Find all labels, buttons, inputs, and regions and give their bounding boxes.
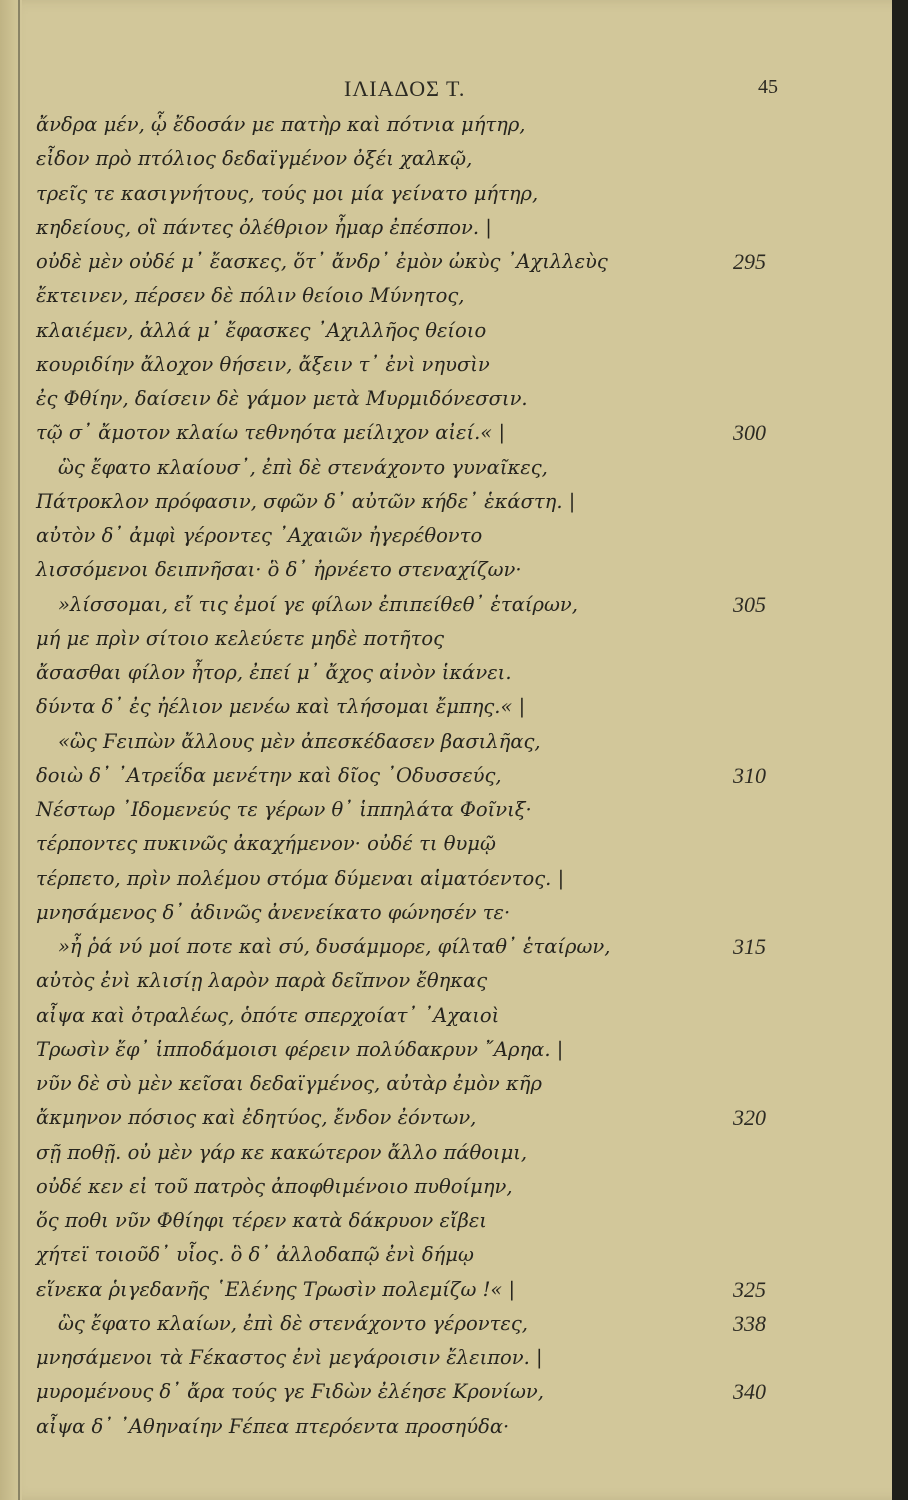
verse-line (36, 999, 866, 1033)
line-number: 338 (733, 1310, 766, 1336)
verse-text: «ὣς Ϝειπὼν ἄλλους μὲν ἀπεσκέδασεν βασιλῆας, (58, 729, 541, 753)
verse-line (36, 827, 866, 861)
verse-line (36, 382, 866, 416)
line-number: 325 (733, 1276, 766, 1302)
verse-text: εἶδον πρὸ πτόλιος δεδαϊγμένον ὀξέι χαλκῷ, (36, 147, 473, 171)
verse-text: σῇ ποθῇ. οὐ μὲν γάρ κε κακώτερον ἄλλο πάθοιμι, (36, 1140, 528, 1164)
line-number: 305 (733, 591, 766, 617)
running-title: ΙΛΙΑΔΟΣ Τ. (344, 76, 466, 101)
verse-text: λισσόμενοι δειπνῆσαι· ὃ δ᾽ ἠρνέετο στεναχίζων· (36, 558, 522, 582)
verse-line (36, 485, 866, 519)
verse-text: τρεῖς τε κασιγνήτους, τούς μοι μία γείνατο μήτηρ, (36, 181, 539, 205)
verse-text: ἄκμηνον πόσιος καὶ ἐδητύος, ἔνδον ἐόντων, (36, 1106, 477, 1130)
verse-text: κουριδίην ἄλοχον θήσειν, ἄξειν τ᾽ ἐνὶ νηυσὶν (36, 352, 490, 376)
verse-line (36, 1273, 866, 1307)
verse-text: Πάτροκλον πρόφασιν, σφῶν δ᾽ αὐτῶν κήδε᾽ ἑκάστη. | (36, 489, 576, 513)
verse-line (36, 553, 866, 587)
line-number: 315 (733, 934, 766, 959)
verse-text: »ἦ ῥά νύ μοί ποτε καὶ σύ, δυσάμμορε, φίλταθ᾽ ἑταίρων, (58, 935, 611, 958)
verse-text: αἶψα δ᾽ ᾽Αθηναίην Ϝέπεα πτερόεντα προσηύδα· (36, 1414, 510, 1438)
verse-text: ἄσασθαι φίλον ἦτορ, ἐπεί μ᾽ ἄχος αἰνὸν ἱκάνει. (36, 661, 512, 684)
verse-text: μνησάμενοι τὰ Ϝέκαστος ἐνὶ μεγάροισιν ἔλειπον. | (36, 1346, 543, 1369)
verse-line (36, 588, 866, 622)
verse-line (36, 1170, 866, 1204)
verse-text: τέρπετο, πρὶν πολέμου στόμα δύμεναι αἱματόεντος. | (36, 866, 565, 890)
verse-line (36, 451, 866, 485)
verse-line (36, 348, 866, 382)
verse-text: δύντα δ᾽ ἐς ἠέλιον μενέω καὶ τλήσομαι ἔμπης.« | (36, 695, 526, 719)
verse-text: τῷ σ᾽ ἄμοτον κλαίω τεθνηότα μείλιχον αἰεί.« | (36, 421, 506, 445)
verse-line (36, 656, 866, 690)
verse-line (36, 279, 866, 313)
verse-line (36, 930, 866, 964)
verse-text: ὅς ποθι νῦν Φθίηφι τέρεν κατὰ δάκρυον εἴβει (36, 1209, 487, 1232)
verse-line (36, 1101, 866, 1135)
verse-text: ὣς ἔφατο κλαίων, ἐπὶ δὲ στενάχοντο γέροντες, (58, 1311, 528, 1335)
line-number: 295 (733, 249, 766, 274)
page-number: 45 (758, 76, 778, 98)
verse-line (36, 1238, 866, 1272)
verse-line (36, 177, 866, 211)
verse-line (36, 519, 866, 553)
verse-text: τέρποντες πυκινῶς ἀκαχήμενον· οὐδέ τι θυμῷ (36, 832, 496, 856)
verse-text: Νέστωρ ᾽Ιδομενεύς τε γέρων θ᾽ ἱππηλάτα Φοῖνιξ· (36, 798, 532, 821)
verse-line (36, 1033, 866, 1067)
verse-line (36, 211, 866, 245)
verse-text: οὐδὲ μὲν οὐδέ μ᾽ ἔασκες, ὅτ᾽ ἄνδρ᾽ ἐμὸν ὠκὺς ᾽Αχιλλεὺς (36, 250, 608, 273)
verse-text: ὣς ἔφατο κλαίουσ᾽, ἐπὶ δὲ στενάχοντο γυναῖκες, (58, 455, 548, 479)
verse-line (36, 1136, 866, 1170)
verse-line (36, 245, 866, 279)
verse-text: αὐτὸς ἐνὶ κλισίῃ λαρὸν παρὰ δεῖπνον ἔθηκας (36, 969, 488, 993)
verse-line (36, 1307, 866, 1341)
verse-text: ἔκτεινεν, πέρσεν δὲ πόλιν θείοιο Μύνητος, (36, 284, 465, 308)
verse-text: μνησάμενος δ᾽ ἀδινῶς ἀνενείκατο φώνησέν τε· (36, 900, 511, 924)
verse-text: δοιὼ δ᾽ ᾽Ατρεΐδα μενέτην καὶ δῖος ᾽Οδυσσεύς, (36, 763, 502, 787)
verse-line (36, 108, 866, 142)
verse-text: ἄνδρα μέν, ᾧ ἔδοσάν με πατὴρ καὶ πότνια μήτηρ, (36, 113, 526, 136)
verse-text: οὐδέ κεν εἰ τοῦ πατρὸς ἀποφθιμένοιο πυθοίμην, (36, 1174, 513, 1198)
verse-line (36, 964, 866, 998)
verse-text: ἐς Φθίην, δαίσειν δὲ γάμον μετὰ Μυρμιδόνεσσιν. (36, 387, 528, 410)
line-number: 320 (733, 1105, 766, 1131)
verse-text: χήτεϊ τοιοῦδ᾽ υἷος. ὃ δ᾽ ἀλλοδαπῷ ἐνὶ δήμῳ (36, 1243, 474, 1267)
verse-text: αὐτὸν δ᾽ ἀμφὶ γέροντες ᾽Αχαιῶν ἠγερέθοντο (36, 524, 483, 547)
verse-line (36, 314, 866, 348)
verse-text: νῦν δὲ σὺ μὲν κεῖσαι δεδαϊγμένος, αὐτὰρ ἐμὸν κῆρ (36, 1072, 542, 1095)
verse-line (36, 690, 866, 724)
binding-line (18, 0, 20, 1500)
page-edge-background (892, 0, 908, 1500)
verse-text-block (36, 108, 866, 1444)
verse-line (36, 1204, 866, 1238)
verse-line (36, 142, 866, 176)
verse-line (36, 725, 866, 759)
verse-text: κηδείους, οἳ πάντες ὀλέθριον ἦμαρ ἐπέσπον. | (36, 215, 492, 239)
line-number: 310 (733, 762, 766, 788)
page-header (0, 76, 892, 106)
verse-line (36, 1375, 866, 1409)
verse-text: Τρωσὶν ἔφ᾽ ἱπποδάμοισι φέρειν πολύδακρυν ῎Αρηα. | (36, 1037, 564, 1061)
line-number: 340 (733, 1379, 766, 1405)
verse-line (36, 896, 866, 930)
verse-line (36, 416, 866, 450)
verse-line (36, 622, 866, 656)
verse-text: »λίσσομαι, εἴ τις ἐμοί γε φίλων ἐπιπείθεθ᾽ ἑταίρων, (58, 592, 578, 616)
verse-text: αἶψα καὶ ὀτραλέως, ὁπότε σπερχοίατ᾽ ᾽Αχαιοὶ (36, 1003, 500, 1027)
verse-text: μή με πρὶν σίτοιο κελεύετε μηδὲ ποτῆτος (36, 626, 445, 650)
verse-line (36, 1341, 866, 1375)
verse-text: μυρομένους δ᾽ ἄρα τούς γε Ϝιδὼν ἐλέησε Κρονίων, (36, 1380, 544, 1404)
verse-text: κλαιέμεν, ἀλλά μ᾽ ἔφασκες ᾽Αχιλλῆος θείοιο (36, 318, 487, 342)
verse-line (36, 1067, 866, 1101)
verse-text: εἵνεκα ῥιγεδανῆς ῾Ελένης Τρωσὶν πολεμίζω !« | (36, 1277, 516, 1301)
line-number: 300 (733, 420, 766, 446)
verse-line (36, 1410, 866, 1444)
verse-line (36, 793, 866, 827)
verse-line (36, 862, 866, 896)
verse-line (36, 759, 866, 793)
